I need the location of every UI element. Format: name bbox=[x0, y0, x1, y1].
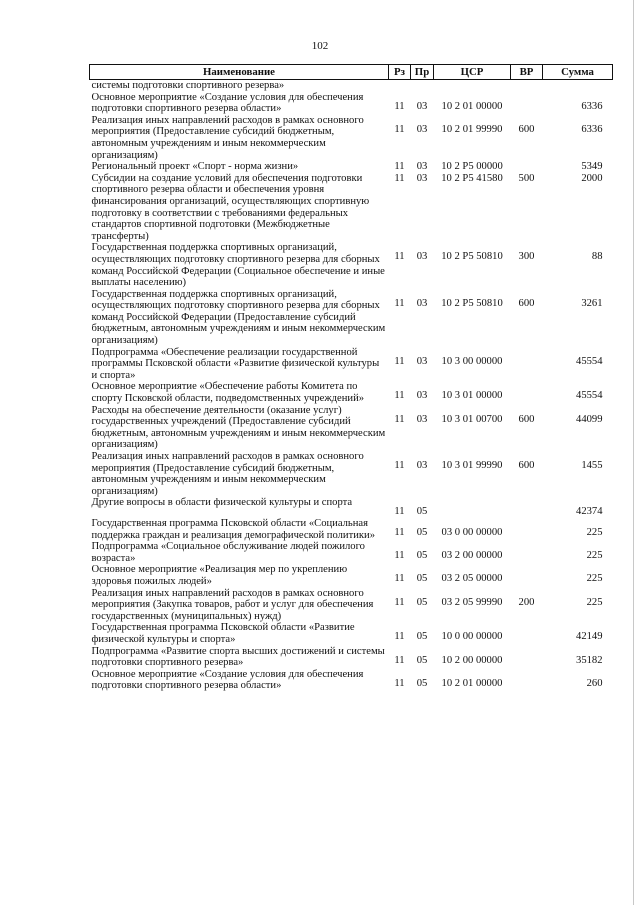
table-row bbox=[90, 92, 613, 115]
name-cell: Подпрограмма «Обеспечение реализации государственной программы Псковской области «Развитие физической культуры и спорта» bbox=[91, 346, 380, 381]
vr-cell: 200 bbox=[518, 596, 535, 608]
vr-cell: 300 bbox=[518, 251, 535, 263]
pr-cell: 05 bbox=[416, 573, 428, 585]
sum-cell: 42149 bbox=[576, 631, 603, 643]
rz-cell: 11 bbox=[394, 460, 405, 471]
header-csr: ЦСР bbox=[434, 65, 511, 80]
pr-cell: 05 bbox=[416, 596, 428, 608]
csr-cell: 10 2 P5 50810 bbox=[441, 297, 503, 309]
vr-cell bbox=[511, 347, 543, 382]
name-cell: Реализация иных направлений расходов в рамках основного мероприятия (Предоставление субсидий бюджетным, автономным учреждениям и иным некоммерческим организациям) bbox=[91, 451, 364, 497]
table-row bbox=[90, 497, 613, 518]
name-cell: Расходы на обеспечение деятельности (оказание услуг) государственных учреждений (Предоставление субсидий бюджетным, автономным учреждениям и иным некоммерческим организациям) bbox=[91, 404, 386, 451]
vr-cell bbox=[511, 497, 543, 518]
csr-cell: 03 0 00 00000 bbox=[441, 526, 503, 538]
name-cell: Государственная поддержка спортивных организаций, осуществляющих подготовку спортивного резерва для сборных команд Российской Федерации (Предоставление субсидий бюджетным, автономным учреждениям и иным некоммерческим организациям) bbox=[91, 288, 386, 347]
sum-cell: 2000 bbox=[581, 172, 603, 184]
pr-cell: 03 bbox=[416, 460, 428, 471]
pr-cell: 03 bbox=[416, 172, 428, 184]
pr-cell: 05 bbox=[416, 677, 428, 689]
pr-cell: 03 bbox=[416, 390, 428, 402]
pr-cell: 03 bbox=[416, 161, 428, 173]
rz-cell: 11 bbox=[394, 573, 405, 585]
table-body bbox=[90, 80, 613, 692]
csr-cell: 10 3 00 00000 bbox=[441, 355, 503, 367]
sum-cell: 225 bbox=[586, 526, 603, 538]
sum-cell: 1455 bbox=[581, 460, 603, 471]
vr-cell bbox=[511, 92, 543, 115]
csr-cell: 10 0 00 00000 bbox=[441, 631, 503, 643]
rz-cell: 11 bbox=[394, 297, 405, 309]
vr-cell: 600 bbox=[518, 297, 535, 309]
table-row bbox=[90, 381, 613, 404]
table-row bbox=[90, 115, 613, 161]
sum-cell: 44099 bbox=[576, 413, 603, 425]
pr-cell: 05 bbox=[416, 506, 428, 518]
name-cell: Реализация иных направлений расходов в рамках основного мероприятия (Закупка товаров, работ и услуг для обеспечения государственных (муниципальных) нужд) bbox=[91, 587, 374, 622]
sum-cell: 35182 bbox=[576, 654, 603, 666]
csr-cell bbox=[434, 80, 511, 92]
header-vr: ВР bbox=[511, 65, 543, 80]
csr-cell: 03 2 05 00000 bbox=[441, 573, 503, 585]
name-cell: Другие вопросы в области физической культуры и спорта bbox=[91, 497, 353, 509]
csr-cell: 03 2 05 99990 bbox=[441, 596, 503, 608]
rz-cell: 11 bbox=[394, 100, 405, 112]
vr-cell: 600 bbox=[518, 123, 535, 135]
sum-cell: 3261 bbox=[581, 297, 603, 309]
rz-cell: 11 bbox=[394, 161, 405, 173]
rz-cell: 11 bbox=[394, 677, 405, 689]
table-row bbox=[90, 622, 613, 645]
rz-cell: 11 bbox=[394, 251, 405, 263]
vr-cell bbox=[511, 381, 543, 404]
table-row bbox=[90, 541, 613, 564]
name-cell: Государственная программа Псковской области «Социальная поддержка граждан и реализация демографической политики» bbox=[91, 517, 375, 541]
rz-cell: 11 bbox=[394, 526, 405, 538]
pr-cell: 03 bbox=[416, 123, 428, 135]
vr-cell bbox=[511, 669, 543, 692]
csr-cell: 10 3 01 99990 bbox=[441, 460, 503, 471]
vr-cell bbox=[511, 80, 543, 92]
sum-cell: 45554 bbox=[576, 390, 603, 402]
table-row bbox=[90, 289, 613, 347]
name-cell: Основное мероприятие «Обеспечение работы Комитета по спорту Псковской области, подведомственных учреждений» bbox=[91, 381, 365, 405]
name-cell: Региональный проект «Спорт - норма жизни» bbox=[91, 161, 299, 173]
vr-cell: 600 bbox=[518, 460, 535, 471]
sum-cell: 225 bbox=[586, 596, 603, 608]
budget-table bbox=[89, 64, 613, 692]
sum-cell bbox=[543, 80, 613, 92]
rz-cell: 11 bbox=[394, 506, 405, 518]
table-row bbox=[90, 161, 613, 173]
sum-cell: 6336 bbox=[581, 123, 603, 135]
sum-cell: 225 bbox=[586, 573, 603, 585]
name-cell: Реализация иных направлений расходов в рамках основного мероприятия (Предоставление субсидий бюджетным, автономным учреждениям и иным некоммерческим организациям) bbox=[91, 114, 364, 161]
table-row bbox=[90, 173, 613, 243]
sum-cell: 88 bbox=[591, 251, 603, 263]
vr-cell bbox=[511, 622, 543, 645]
csr-cell: 10 3 01 00000 bbox=[441, 390, 503, 402]
csr-cell: 10 2 01 00000 bbox=[441, 100, 503, 112]
header-sum: Сумма bbox=[543, 65, 613, 80]
table-row bbox=[90, 646, 613, 669]
csr-cell: 10 2 P5 50810 bbox=[441, 251, 503, 263]
rz-cell: 11 bbox=[394, 413, 405, 425]
name-cell: Подпрограмма «Социальное обслуживание людей пожилого возраста» bbox=[91, 541, 365, 564]
csr-cell: 10 2 01 99990 bbox=[441, 123, 503, 135]
rz-cell: 11 bbox=[394, 390, 405, 402]
pr-cell: 05 bbox=[416, 526, 428, 538]
rz-cell: 11 bbox=[394, 123, 405, 135]
pr-cell: 03 bbox=[416, 355, 428, 367]
vr-cell bbox=[511, 564, 543, 587]
pr-cell: 05 bbox=[416, 550, 428, 562]
vr-cell bbox=[511, 541, 543, 564]
pr-cell: 05 bbox=[416, 654, 428, 666]
name-cell: Основное мероприятие «Реализация мер по укреплению здоровья пожилых людей» bbox=[91, 564, 348, 587]
table-row bbox=[90, 405, 613, 451]
pr-cell: 03 bbox=[416, 413, 428, 425]
rz-cell: 11 bbox=[394, 631, 405, 643]
pr-cell bbox=[411, 80, 434, 92]
pr-cell: 03 bbox=[416, 297, 428, 309]
csr-cell: 10 3 01 00700 bbox=[441, 413, 503, 425]
page-edge-line bbox=[633, 0, 634, 905]
sum-cell: 6336 bbox=[581, 100, 603, 112]
table-row bbox=[90, 518, 613, 541]
pr-cell: 05 bbox=[416, 631, 428, 643]
vr-cell bbox=[511, 161, 543, 173]
sum-cell: 260 bbox=[586, 677, 603, 689]
sum-cell: 225 bbox=[586, 550, 603, 562]
sum-cell: 42374 bbox=[576, 506, 603, 518]
table-row bbox=[90, 242, 613, 288]
name-cell: Субсидии на создание условий для обеспечения подготовки спортивного резерва области и обеспечения уровня финансирования организаций, осуществляющих спортивную подготовку в соответствии с требованиями федеральных стандартов спортивной подготовки (Межбюджетные трансферты) bbox=[91, 172, 370, 242]
pr-cell: 03 bbox=[416, 251, 428, 263]
page-number: 102 bbox=[311, 40, 329, 52]
pr-cell: 03 bbox=[416, 100, 428, 112]
table-row bbox=[90, 347, 613, 382]
csr-cell: 03 2 00 00000 bbox=[441, 550, 503, 562]
rz-cell: 11 bbox=[394, 654, 405, 666]
vr-cell: 600 bbox=[518, 413, 535, 425]
header-pr: Пр bbox=[411, 65, 434, 80]
name-cell: Основное мероприятие «Создание условия для обеспечения подготовки спортивного резерва области» bbox=[91, 91, 364, 115]
csr-cell bbox=[434, 497, 511, 518]
name-cell: Государственная поддержка спортивных организаций, осуществляющих подготовку спортивного резерва для сборных команд Российской Федерации (Социальное обеспечение и иные выплаты населению) bbox=[91, 242, 385, 289]
csr-cell: 10 2 P5 41580 bbox=[441, 172, 503, 184]
rz-cell: 11 bbox=[394, 550, 405, 562]
table-header-row bbox=[90, 65, 613, 80]
vr-cell bbox=[511, 518, 543, 541]
name-cell: Подпрограмма «Развитие спорта высших достижений и системы подготовки спортивного резерва» bbox=[91, 645, 385, 669]
sum-cell: 45554 bbox=[576, 355, 603, 367]
table-row bbox=[90, 669, 613, 692]
rz-cell bbox=[389, 80, 411, 92]
name-cell: системы подготовки спортивного резерва» bbox=[91, 80, 285, 91]
table-row bbox=[90, 588, 613, 623]
header-rz: Рз bbox=[389, 65, 411, 80]
table-row bbox=[90, 451, 613, 497]
rz-cell: 11 bbox=[394, 172, 405, 184]
csr-cell: 10 2 01 00000 bbox=[441, 677, 503, 689]
rz-cell: 11 bbox=[394, 596, 405, 608]
vr-cell bbox=[511, 646, 543, 669]
vr-cell: 500 bbox=[518, 172, 535, 184]
rz-cell: 11 bbox=[394, 355, 405, 367]
table-row bbox=[90, 564, 613, 587]
name-cell: Основное мероприятие «Создание условия для обеспечения подготовки спортивного резерва области» bbox=[91, 668, 364, 692]
header-name: Наименование bbox=[90, 65, 389, 80]
name-cell: Государственная программа Псковской области «Развитие физической культуры и спорта» bbox=[91, 622, 355, 645]
table-row bbox=[90, 80, 613, 92]
csr-cell: 10 2 P5 00000 bbox=[441, 161, 503, 173]
csr-cell: 10 2 00 00000 bbox=[441, 654, 503, 666]
sum-cell: 5349 bbox=[581, 161, 603, 173]
